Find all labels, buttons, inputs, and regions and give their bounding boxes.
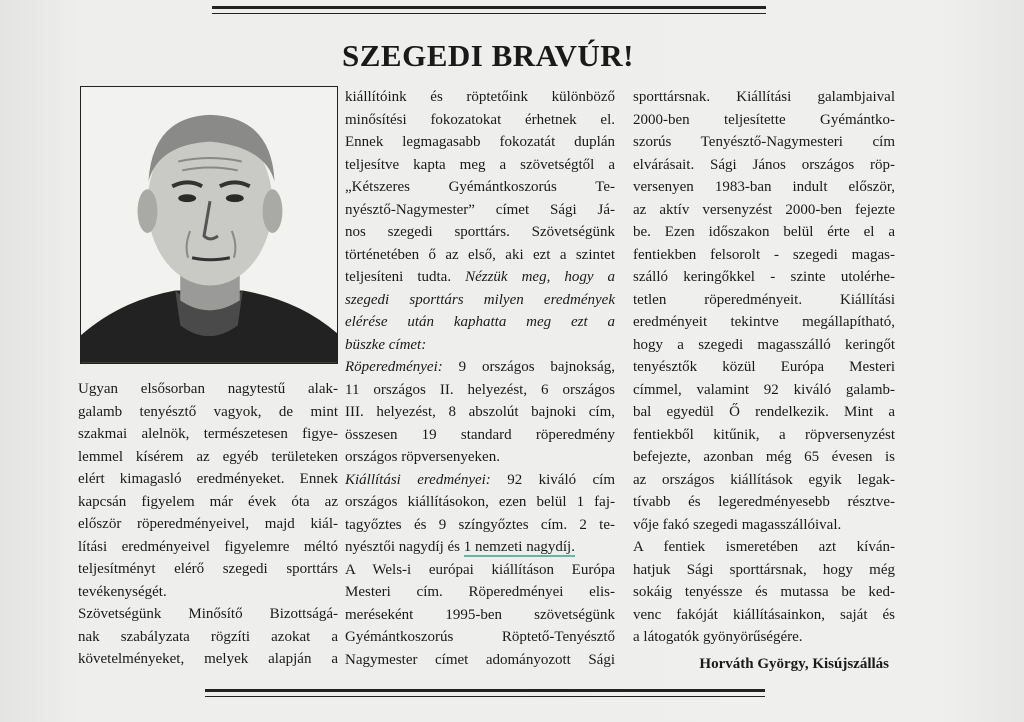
column-3	[633, 86, 895, 675]
text-line: szorús Tenyésztő-Nagymesteri cím	[633, 134, 895, 150]
text-line: országos röpversenyeken.	[345, 449, 500, 465]
text-line: lemmel kísérem az egyéb területeken	[78, 448, 338, 465]
portrait-photo	[80, 86, 338, 364]
text-line: Ennek legmagasabb fokozatát duplán	[345, 134, 615, 150]
text-line: lítási eredményeivel figyelemre méltó	[78, 538, 338, 555]
text-line: meréseként 1995-ben szövetségünk	[345, 606, 615, 623]
text-span: 9 országos bajnokság,	[458, 359, 615, 375]
text-line: teljesítményt elérő szegedi sporttárs	[78, 561, 338, 577]
text-line: 2000-ben teljesítette Gyémántko-	[633, 111, 895, 128]
text-line: követelményeket, melyek alapján a	[78, 651, 338, 667]
text-line: minősítési fokozatokat érhetnek el.	[345, 111, 615, 128]
highlighted-text: 1 nemzeti nagydíj.	[463, 539, 575, 555]
text-line: tetlen röperedményeit. Kiállítási	[633, 291, 895, 308]
italic-label: Röperedményei:	[345, 359, 443, 375]
column-2	[345, 86, 615, 671]
text-span: teljesíteni tudta.	[345, 269, 452, 285]
text-line: összesen 19 standard röperedmény	[345, 426, 615, 443]
text-line: büszke címet:	[345, 336, 427, 353]
text-line: nos szegedi sporttárs. Szövetségünk	[345, 224, 615, 240]
text-line: tenyésztők közül Európa Mesteri	[633, 359, 895, 375]
text-line: hatjuk Sági sporttársnak, hogy még	[633, 561, 895, 578]
italic-text: Nézzük meg, hogy a	[465, 269, 616, 285]
text-line: szegedi sporttárs milyen eredmények	[345, 291, 615, 308]
text-line: a látogatók gyönyörűségére.	[633, 629, 803, 645]
text-line: szakmai alelnök, természetesen figye-	[78, 426, 338, 442]
text-line: be. Ezen időszakon belül érte el a	[633, 224, 895, 240]
text-line: A Wels-i európai kiállításon Európa	[345, 561, 615, 578]
text-line: eredményeit tekintve megállapítható,	[633, 314, 895, 330]
text-line: sokáig tenyéssze és mutassa be ked-	[633, 584, 895, 600]
text-line: országos kiállításokon, ezen belül 1 faj-	[345, 494, 615, 510]
text-line: galamb tenyésztő vagyok, de mint	[78, 403, 338, 420]
text-line: elérése után kaphatta meg ezt a	[345, 314, 615, 330]
text-line: az országos kiállítások egyik legak-	[633, 471, 895, 488]
text-line: sporttársnak. Kiállítási galambjaival	[633, 89, 895, 105]
text-line: venc fakóját kiállításainkon, saját és	[633, 606, 895, 623]
text-line: hogy a szegedi magasszálló keringőt	[633, 336, 895, 353]
portrait-icon	[81, 87, 337, 363]
text-line: fentiekből kitűnik, a röpversenyzést	[633, 426, 895, 443]
text-line: címmel, valamint 92 kiváló galamb-	[633, 381, 895, 398]
text-line: tagyőztes és 9 színgyőztes cím. 2 te-	[345, 516, 615, 533]
text-line: szálló keringőkkel - szinte utolérhe-	[633, 269, 895, 285]
text-line: fentiekben felsorolt - szegedi magas-	[633, 246, 895, 263]
text-line: tevékenységét.	[78, 583, 167, 600]
text-line: Ugyan elsősorban nagytestű alak-	[78, 381, 338, 397]
text-span: nyésztői nagydíj és	[345, 539, 464, 555]
text-line: kapcsán figyelem már évek óta az	[78, 493, 338, 510]
text-line: nak szabályzata rögzíti azokat a	[78, 628, 338, 645]
text-line: történetében ő az első, aki ezt a szintet	[345, 246, 615, 263]
text-line: A fentiek ismeretében azt kíván-	[633, 539, 895, 555]
text-line: vője fakó szegedi magasszállóival.	[633, 516, 842, 533]
text-line: kiállítóink és röptetőink különböző	[345, 89, 615, 105]
text-line: bal egyedül Ő rendelkezik. Mint a	[633, 404, 895, 420]
text-line: Nagymester címet adományozott Sági	[345, 651, 615, 668]
text-line: befejezte, azonban még 65 évesen is	[633, 449, 895, 465]
text-line: elért kimagasló eredményeket. Ennek	[78, 471, 338, 487]
top-double-rule	[212, 6, 766, 14]
text-line: III. helyezést, 8 abszolút bajnoki cím,	[345, 404, 615, 420]
text-line	[345, 469, 615, 492]
text-line: Szövetségünk Minősítő Bizottságá-	[78, 606, 338, 622]
text-line: először röperedményeivel, majd kiál-	[78, 516, 338, 532]
text-line: tívabb és legeredményesebb résztve-	[633, 494, 895, 510]
text-span: 92 kiváló cím	[507, 471, 615, 488]
text-line: Gyémántkoszorús Röptető-Tenyésztő	[345, 629, 615, 645]
text-line: 11 országos II. helyezést, 6 országos	[345, 381, 615, 398]
text-line	[345, 356, 615, 379]
article-title: SZEGEDI BRAVÚR!	[341, 38, 635, 73]
text-line: Mesteri cím. Röperedményei elis-	[345, 584, 615, 600]
text-line: teljesítve kapta meg a szövetségtől a	[345, 156, 615, 173]
author-signature: Horváth György, Kisújszállás	[699, 655, 889, 672]
bottom-double-rule	[205, 689, 765, 697]
text-line: „Kétszeres Gyémántkoszorús Te-	[345, 179, 615, 195]
italic-label: Kiállítási eredményei:	[345, 471, 491, 488]
text-line: versenyen 1983-ban indult először,	[633, 179, 895, 195]
text-line	[345, 266, 615, 289]
column-1	[78, 378, 338, 671]
text-line: az aktív versenyzést 2000-ben fejezte	[633, 201, 895, 218]
text-line: nyésztő-Nagymester” címet Sági Já-	[345, 201, 615, 218]
text-line	[345, 536, 615, 559]
text-line: elvárásait. Sági János országos röp-	[633, 156, 895, 173]
